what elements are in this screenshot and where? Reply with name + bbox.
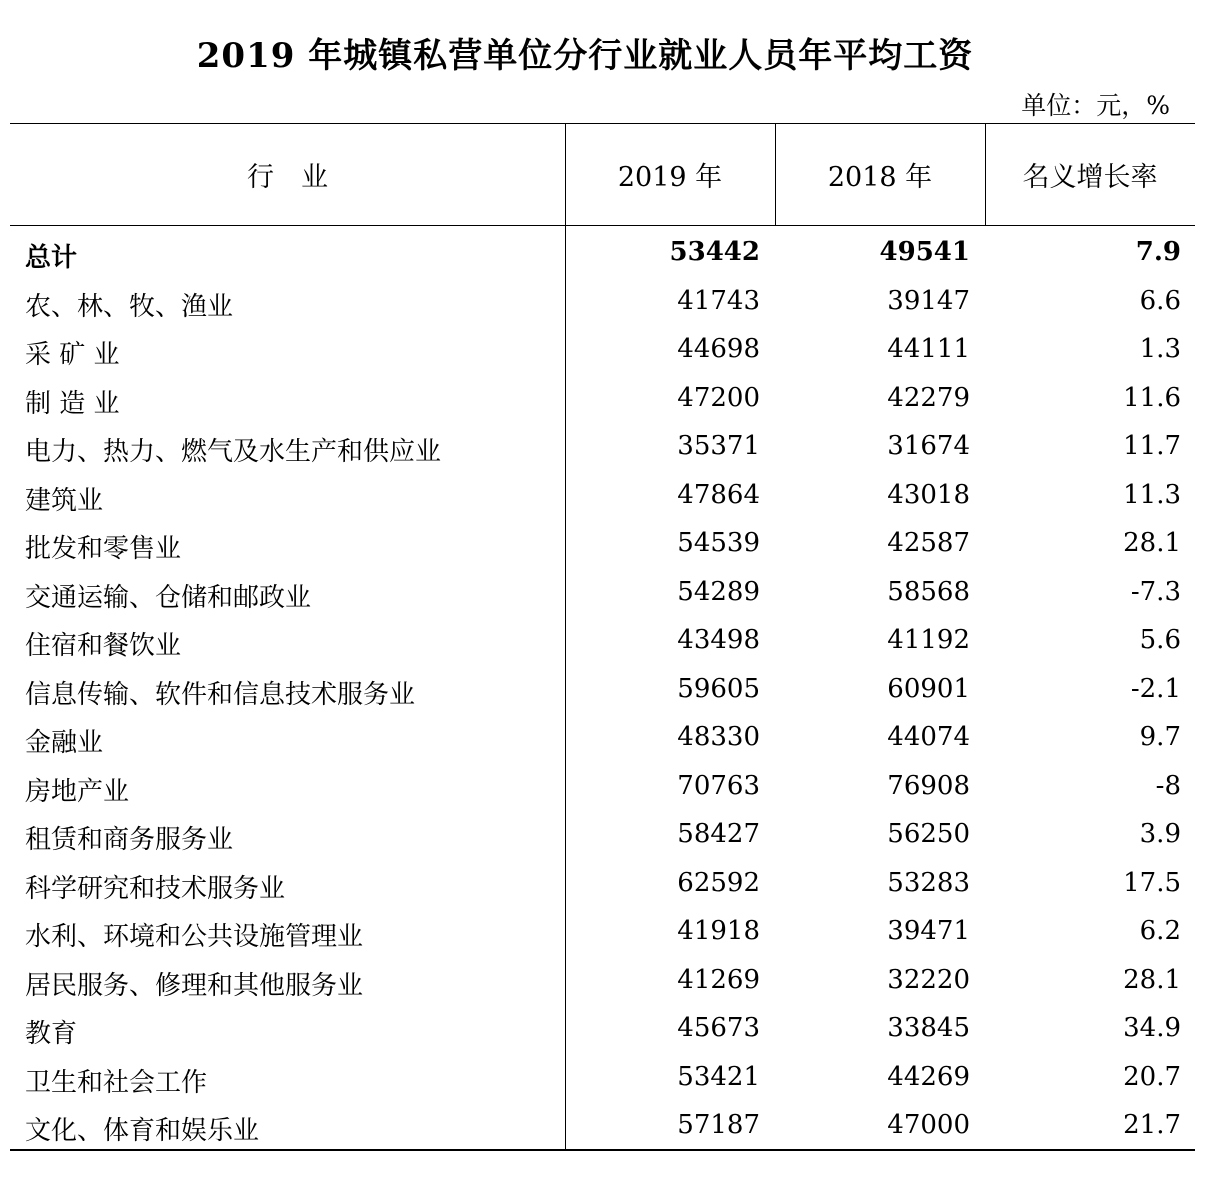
industry-cell: 制 造 业 [25, 388, 120, 419]
wage-2018-cell: 47000 [887, 1110, 970, 1140]
wage-2019-cell: 41269 [677, 964, 760, 995]
growth-rate-cell: 21.7 [1123, 1110, 1181, 1140]
wage-2018-cell: 42587 [887, 528, 970, 558]
growth-rate-cell: 17.5 [1123, 867, 1181, 898]
growth-rate-cell: 28.1 [1123, 964, 1181, 995]
table-row [10, 908, 1195, 957]
page-title: 2019 年城镇私营单位分行业就业人员年平均工资 [196, 36, 974, 76]
wage-2019-cell: 43498 [677, 625, 760, 655]
industry-cell: 金融业 [25, 728, 104, 758]
wage-2018-cell: 49541 [879, 237, 970, 267]
table-row [10, 860, 1195, 909]
wage-2018-cell: 32220 [887, 964, 970, 995]
wage-2018-cell: 31674 [887, 431, 970, 461]
table-row [10, 472, 1195, 521]
growth-rate-cell: 20.7 [1123, 1061, 1181, 1092]
unit-label: 单位：元，% [1021, 91, 1170, 120]
wage-2018-cell: 44074 [887, 722, 970, 752]
table-row [10, 423, 1195, 472]
industry-cell: 住宿和餐饮业 [25, 631, 182, 661]
wage-2019-cell: 47200 [677, 382, 760, 413]
header-rule [10, 225, 1195, 226]
wage-2018-cell: 44269 [887, 1061, 970, 1092]
table-row [10, 714, 1195, 763]
wage-2019-cell: 54289 [677, 576, 760, 607]
growth-rate-cell: 5.6 [1139, 625, 1181, 655]
table-row [10, 569, 1195, 618]
growth-rate-cell: 11.7 [1123, 431, 1181, 461]
wage-2019-cell: 41743 [677, 285, 760, 316]
industry-cell: 水利、环境和公共设施管理业 [25, 922, 364, 952]
wage-2019-cell: 53442 [669, 237, 760, 267]
header-divider [985, 123, 986, 225]
wage-2018-cell: 53283 [887, 867, 970, 898]
wage-2018-cell: 33845 [887, 1013, 970, 1043]
wage-2018-cell: 42279 [887, 382, 970, 413]
industry-cell: 卫生和社会工作 [25, 1067, 208, 1098]
header-2018: 2018 年 [827, 161, 933, 193]
industry-cell: 文化、体育和娱乐业 [25, 1116, 260, 1146]
wage-2019-cell: 70763 [677, 770, 760, 801]
wage-2019-cell: 48330 [677, 722, 760, 752]
total-row [10, 229, 1195, 278]
wage-2019-cell: 54539 [677, 528, 760, 558]
growth-rate-cell: 7.9 [1135, 237, 1181, 267]
wage-2019-cell: 53421 [677, 1061, 760, 1092]
wage-2019-cell: 44698 [677, 334, 760, 364]
industry-cell: 科学研究和技术服务业 [25, 873, 286, 904]
industry-cell: 批发和零售业 [25, 534, 182, 564]
header-2019: 2019 年 [617, 161, 723, 193]
table-row [10, 278, 1195, 327]
wage-2018-cell: 39471 [887, 916, 970, 946]
growth-rate-cell: -7.3 [1130, 576, 1181, 607]
growth-rate-cell: -2.1 [1130, 673, 1181, 704]
wage-2018-cell: 56250 [887, 819, 970, 849]
industry-cell: 总计 [25, 243, 78, 273]
industry-cell: 居民服务、修理和其他服务业 [25, 970, 364, 1001]
industry-cell: 教育 [25, 1019, 78, 1049]
industry-cell: 租赁和商务服务业 [25, 825, 234, 855]
wage-2018-cell: 60901 [887, 673, 970, 704]
wage-2019-cell: 45673 [677, 1013, 760, 1043]
table-row [10, 1054, 1195, 1103]
wage-2018-cell: 58568 [887, 576, 970, 607]
industry-cell: 建筑业 [25, 485, 104, 516]
table-row [10, 520, 1195, 569]
table-row [10, 1102, 1195, 1151]
wage-2019-cell: 62592 [677, 867, 760, 898]
growth-rate-cell: 1.3 [1139, 334, 1181, 364]
wage-2019-cell: 58427 [677, 819, 760, 849]
growth-rate-cell: 6.2 [1139, 916, 1181, 946]
table-row [10, 811, 1195, 860]
table-row [10, 666, 1195, 715]
table-row [10, 326, 1195, 375]
wage-2018-cell: 76908 [887, 770, 970, 801]
industry-cell: 房地产业 [25, 776, 130, 807]
header-divider [775, 123, 776, 225]
growth-rate-cell: -8 [1155, 770, 1181, 801]
growth-rate-cell: 11.3 [1123, 479, 1181, 510]
wage-2019-cell: 47864 [677, 479, 760, 510]
wage-2018-cell: 44111 [887, 334, 970, 364]
header-growth: 名义增长率 [1022, 161, 1158, 193]
table-row [10, 617, 1195, 666]
industry-cell: 电力、热力、燃气及水生产和供应业 [25, 437, 442, 467]
growth-rate-cell: 34.9 [1123, 1013, 1181, 1043]
industry-cell: 采 矿 业 [25, 340, 120, 370]
wage-2019-cell: 35371 [677, 431, 760, 461]
table-row [10, 375, 1195, 424]
table-header [10, 123, 1195, 225]
growth-rate-cell: 6.6 [1139, 285, 1181, 316]
growth-rate-cell: 9.7 [1139, 722, 1181, 752]
wage-2019-cell: 59605 [677, 673, 760, 704]
industry-cell: 交通运输、仓储和邮政业 [25, 582, 312, 613]
wage-2019-cell: 57187 [677, 1110, 760, 1140]
table-row [10, 1005, 1195, 1054]
industry-cell: 信息传输、软件和信息技术服务业 [25, 679, 416, 710]
wage-2018-cell: 39147 [887, 285, 970, 316]
table-row [10, 763, 1195, 812]
wage-2018-cell: 41192 [887, 625, 970, 655]
header-industry: 行 业 [247, 161, 328, 193]
wage-2018-cell: 43018 [887, 479, 970, 510]
growth-rate-cell: 28.1 [1123, 528, 1181, 558]
growth-rate-cell: 11.6 [1123, 382, 1181, 413]
bottom-rule [10, 1149, 1195, 1151]
table-row [10, 957, 1195, 1006]
wage-2019-cell: 41918 [677, 916, 760, 946]
growth-rate-cell: 3.9 [1139, 819, 1181, 849]
industry-cell: 农、林、牧、渔业 [25, 291, 234, 322]
